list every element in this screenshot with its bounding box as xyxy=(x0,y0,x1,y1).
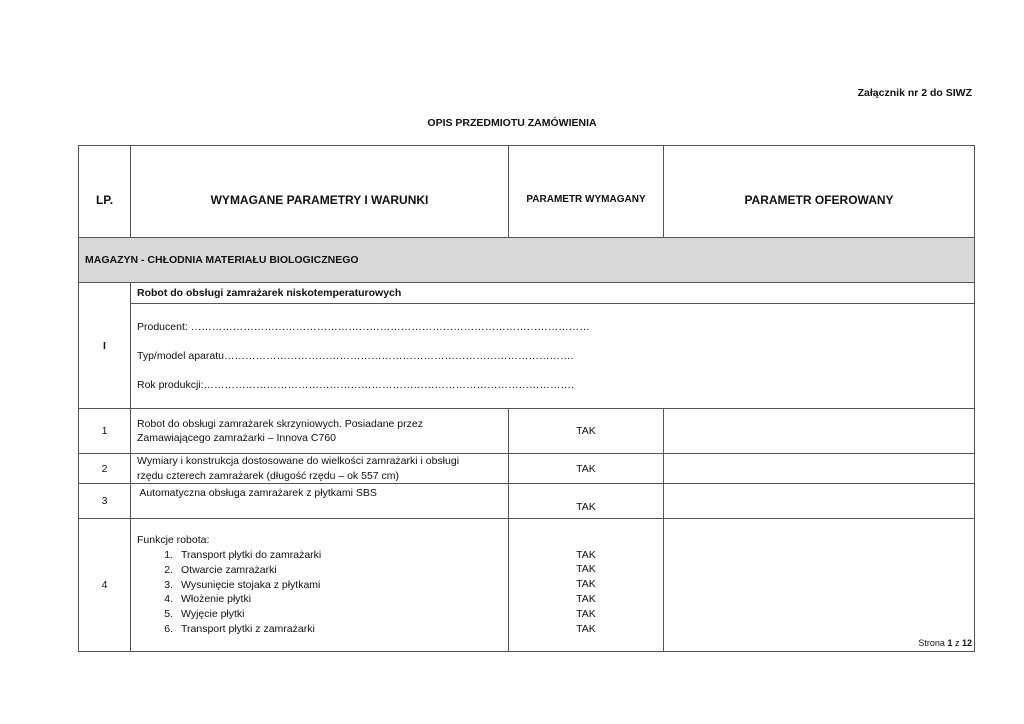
row-offered-value xyxy=(664,454,975,484)
group-title: Robot do obsługi zamrażarek niskotemperaturowych xyxy=(131,283,975,304)
specification-table xyxy=(78,145,975,652)
list-item: 5. Wyjęcie płytki xyxy=(164,608,245,621)
row-offered-value xyxy=(664,484,975,519)
functions-intro: Funkcje robota: xyxy=(137,534,210,547)
row-required-value xyxy=(509,519,664,652)
current-page: 1 xyxy=(947,638,953,648)
required-value: TAK xyxy=(576,622,596,635)
row-required-value: TAK xyxy=(509,484,664,519)
table-row xyxy=(79,409,975,454)
required-value: TAK xyxy=(576,578,596,591)
description-line: Wymiary i konstrukcja dostosowane do wielkości zamrażarki i obsługi xyxy=(137,455,460,467)
list-item: 4. Włożenie płytki xyxy=(164,593,252,606)
page-footer xyxy=(918,638,972,648)
table-row xyxy=(79,454,975,484)
row-description xyxy=(131,519,509,652)
row-lp: 3 xyxy=(79,484,131,519)
header-required: PARAMETR WYMAGANY xyxy=(509,146,664,238)
description-line: rzędu czterech zamrażarek (długość rzędu – ok 557 cm) xyxy=(137,469,400,482)
list-item: 3. Wysunięcie stojaka z płytkami xyxy=(164,578,321,591)
required-value: TAK xyxy=(576,563,596,576)
header-row xyxy=(79,146,975,238)
table-row xyxy=(79,519,975,652)
header-params: WYMAGANE PARAMETRY I WARUNKI xyxy=(131,146,509,238)
description-line: Zamawiającego zamrażarki – Innova C760 xyxy=(137,432,337,444)
group-fields xyxy=(131,304,975,409)
total-pages: 12 xyxy=(961,638,972,648)
list-item: 2. Otwarcie zamrażarki xyxy=(164,563,277,576)
header-offered: PARAMETR OFEROWANY xyxy=(664,146,975,238)
row-offered-value xyxy=(664,519,975,652)
model-field: Typ/model aparatu………………………………………………………………………………………. xyxy=(137,349,574,362)
producer-field: Producent: …………………………………………………………………………………………………… xyxy=(137,320,590,333)
header-lp: LP. xyxy=(79,146,131,238)
annex-label: Załącznik nr 2 do SIWZ xyxy=(857,87,972,99)
row-description xyxy=(131,484,509,519)
section-row xyxy=(79,238,975,283)
row-lp: 1 xyxy=(79,409,131,454)
description-line: Automatyczna obsługa zamrażarek z płytkami SBS xyxy=(137,487,377,499)
required-value: TAK xyxy=(576,607,596,620)
production-year-field: Rok produkcji:……………………………………………………………………………………………. xyxy=(137,378,574,391)
document-title: OPIS PRZEDMIOTU ZAMÓWIENIA xyxy=(427,117,597,129)
required-values-list xyxy=(515,548,657,637)
row-lp: 2 xyxy=(79,454,131,484)
row-required-value: TAK xyxy=(509,409,664,454)
description-line: Robot do obsługi zamrażarek skrzyniowych. Posiadane przez xyxy=(137,417,423,430)
row-lp: 4 xyxy=(79,519,131,652)
list-item: 6. Transport płytki z zamrażarki xyxy=(164,622,315,635)
required-value: TAK xyxy=(576,548,596,561)
group-lp: I xyxy=(79,283,131,409)
functions-list xyxy=(137,548,502,637)
footer-prefix: Strona xyxy=(918,638,945,648)
list-item: 1. Transport płytki do zamrażarki xyxy=(164,549,322,561)
table-row xyxy=(79,484,975,519)
group-fields-row xyxy=(79,304,975,409)
required-value: TAK xyxy=(576,593,596,605)
section-title: MAGAZYN - CHŁODNIA MATERIAŁU BIOLOGICZNEGO xyxy=(79,238,975,283)
row-required-value: TAK xyxy=(509,454,664,484)
row-description xyxy=(131,409,509,454)
row-offered-value xyxy=(664,409,975,454)
footer-separator: z xyxy=(954,638,960,648)
group-title-row xyxy=(79,283,975,304)
row-description xyxy=(131,454,509,484)
